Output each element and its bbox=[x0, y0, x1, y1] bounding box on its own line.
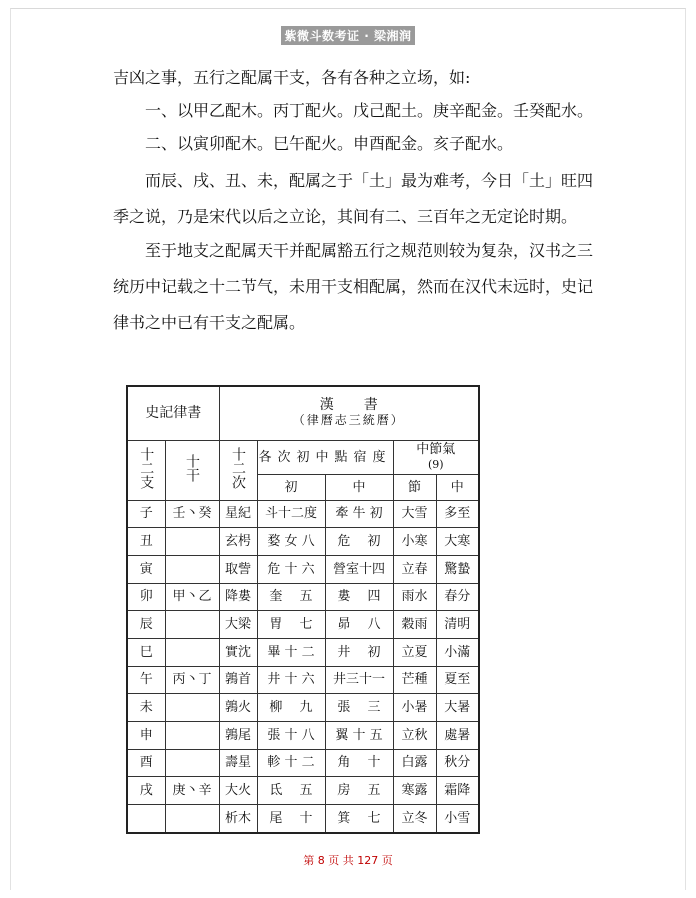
cell-ci: 壽星 bbox=[219, 749, 257, 777]
cell-zhongqi: 大暑 bbox=[436, 694, 479, 722]
hanshu-subtitle: （律曆志三統曆） bbox=[292, 413, 405, 428]
cell-zhong: 張 三 bbox=[325, 694, 393, 722]
cell-gan bbox=[165, 638, 219, 666]
cell-zhi: 戌 bbox=[127, 777, 165, 805]
cell-zhi: 子 bbox=[127, 500, 165, 528]
table-row bbox=[127, 749, 479, 777]
cell-zhong: 井 初 bbox=[325, 638, 393, 666]
cell-zhi: 卯 bbox=[127, 583, 165, 611]
cell-jie: 立春 bbox=[393, 555, 436, 583]
cell-zhong: 牽 牛 初 bbox=[325, 500, 393, 528]
table-row bbox=[127, 804, 479, 833]
cell-ci: 實沈 bbox=[219, 638, 257, 666]
correspondence-table bbox=[126, 385, 478, 834]
cell-chu: 柳 九 bbox=[257, 694, 325, 722]
cell-zhi: 午 bbox=[127, 666, 165, 694]
table-row bbox=[127, 721, 479, 749]
sub-header-zhong: 中 bbox=[325, 474, 393, 500]
shiji-header: 史記律書 bbox=[127, 386, 219, 440]
cell-gan bbox=[165, 611, 219, 639]
cell-chu: 張 十 八 bbox=[257, 721, 325, 749]
cell-zhong: 井三十一 bbox=[325, 666, 393, 694]
cell-ci: 鶉首 bbox=[219, 666, 257, 694]
cell-ci: 大梁 bbox=[219, 611, 257, 639]
cell-jie: 小寒 bbox=[393, 528, 436, 556]
cell-zhong: 房 五 bbox=[325, 777, 393, 805]
cell-jie: 立夏 bbox=[393, 638, 436, 666]
cell-ci: 析木 bbox=[219, 804, 257, 833]
paragraph-branches: 至于地支之配属天干并配属豁五行之规范则较为复杂，汉书之三统历中记载之十二节气，未用干支相配属，然而在汉代末远时，史记律书之中已有干支之配属。 bbox=[113, 241, 594, 332]
cell-gan bbox=[165, 555, 219, 583]
cell-jie: 立冬 bbox=[393, 804, 436, 833]
table-row bbox=[127, 777, 479, 805]
cell-ci: 鶉尾 bbox=[219, 721, 257, 749]
cell-gan: 壬丶癸 bbox=[165, 500, 219, 528]
cell-zhi: 巳 bbox=[127, 638, 165, 666]
cell-gan: 丙丶丁 bbox=[165, 666, 219, 694]
table-row bbox=[127, 583, 479, 611]
cell-zhongqi: 大寒 bbox=[436, 528, 479, 556]
paragraph-item-2: 二、以寅卯配木。巳午配火。申酉配金。亥子配水。 bbox=[145, 134, 514, 153]
cell-zhi bbox=[127, 804, 165, 833]
cell-zhongqi: 霜降 bbox=[436, 777, 479, 805]
cell-zhongqi: 小雪 bbox=[436, 804, 479, 833]
col-header-xiu: 各次初中點宿度 bbox=[257, 440, 393, 474]
table-row bbox=[127, 694, 479, 722]
cell-chu: 井 十 六 bbox=[257, 666, 325, 694]
cell-jie: 雨水 bbox=[393, 583, 436, 611]
cell-chu: 尾 十 bbox=[257, 804, 325, 833]
cell-jie: 芒種 bbox=[393, 666, 436, 694]
table-row bbox=[127, 638, 479, 666]
cell-zhong: 昴 八 bbox=[325, 611, 393, 639]
cell-jie: 白露 bbox=[393, 749, 436, 777]
paragraph-item-1: 一、以甲乙配木。丙丁配火。戊己配土。庚辛配金。壬癸配水。 bbox=[145, 101, 594, 120]
cell-zhong: 營室十四 bbox=[325, 555, 393, 583]
sub-header-chu: 初 bbox=[257, 474, 325, 500]
cell-chu: 氐 五 bbox=[257, 777, 325, 805]
cell-jie: 穀雨 bbox=[393, 611, 436, 639]
cell-zhong: 婁 四 bbox=[325, 583, 393, 611]
table-row bbox=[127, 555, 479, 583]
hanshu-header bbox=[219, 386, 479, 440]
paragraph-earth: 而辰、戌、丑、未，配属之于「土」最为难考，今日「土」旺四季之说，乃是宋代以后之立论，其间有二、三百年之无定论时期。 bbox=[113, 171, 594, 226]
cell-gan bbox=[165, 804, 219, 833]
cell-chu: 胃 七 bbox=[257, 611, 325, 639]
col-header-zhi: 十二支 bbox=[127, 440, 165, 500]
table bbox=[126, 385, 480, 834]
cell-zhongqi: 秋分 bbox=[436, 749, 479, 777]
cell-ci: 大火 bbox=[219, 777, 257, 805]
cell-zhi: 寅 bbox=[127, 555, 165, 583]
cell-ci: 星紀 bbox=[219, 500, 257, 528]
page-number-footer: 第 8 页 共 127 页 bbox=[303, 854, 393, 867]
table-row bbox=[127, 500, 479, 528]
paragraph-intro: 吉凶之事，五行之配属干支，各有各种之立场，如: bbox=[113, 68, 471, 87]
cell-ci: 鶉火 bbox=[219, 694, 257, 722]
cell-gan: 庚丶辛 bbox=[165, 777, 219, 805]
col-header-qi-note: (9) bbox=[427, 458, 444, 471]
cell-zhongqi: 處暑 bbox=[436, 721, 479, 749]
table-row bbox=[127, 666, 479, 694]
cell-chu: 奎 五 bbox=[257, 583, 325, 611]
col-header-qi: 中節氣 (9) bbox=[393, 440, 479, 474]
cell-zhi: 辰 bbox=[127, 611, 165, 639]
cell-zhi: 丑 bbox=[127, 528, 165, 556]
header-title: 紫微斗数考证 · 梁湘润 bbox=[281, 26, 416, 45]
table-row bbox=[127, 611, 479, 639]
cell-zhong: 翼 十 五 bbox=[325, 721, 393, 749]
cell-ci: 降婁 bbox=[219, 583, 257, 611]
cell-zhong: 角 十 bbox=[325, 749, 393, 777]
cell-jie: 寒露 bbox=[393, 777, 436, 805]
cell-zhongqi: 驚蟄 bbox=[436, 555, 479, 583]
cell-jie: 小暑 bbox=[393, 694, 436, 722]
cell-gan bbox=[165, 528, 219, 556]
cell-zhongqi: 春分 bbox=[436, 583, 479, 611]
cell-zhi: 申 bbox=[127, 721, 165, 749]
cell-zhongqi: 小滿 bbox=[436, 638, 479, 666]
sub-header-zhongqi: 中 bbox=[436, 474, 479, 500]
cell-ci: 玄枵 bbox=[219, 528, 257, 556]
cell-zhongqi: 夏至 bbox=[436, 666, 479, 694]
running-header bbox=[0, 25, 696, 45]
cell-chu: 危 十 六 bbox=[257, 555, 325, 583]
cell-gan: 甲丶乙 bbox=[165, 583, 219, 611]
cell-chu: 畢 十 二 bbox=[257, 638, 325, 666]
cell-gan bbox=[165, 721, 219, 749]
cell-chu: 軫 十 二 bbox=[257, 749, 325, 777]
cell-zhi: 未 bbox=[127, 694, 165, 722]
cell-chu: 婺 女 八 bbox=[257, 528, 325, 556]
sub-header-jie: 節 bbox=[393, 474, 436, 500]
cell-zhongqi: 清明 bbox=[436, 611, 479, 639]
col-header-ci: 十二次 bbox=[219, 440, 257, 500]
col-header-gan: 十干 bbox=[165, 440, 219, 500]
cell-jie: 大雪 bbox=[393, 500, 436, 528]
cell-zhi: 酉 bbox=[127, 749, 165, 777]
table-row bbox=[127, 528, 479, 556]
cell-zhongqi: 多至 bbox=[436, 500, 479, 528]
cell-zhong: 危 初 bbox=[325, 528, 393, 556]
cell-chu: 斗十二度 bbox=[257, 500, 325, 528]
cell-jie: 立秋 bbox=[393, 721, 436, 749]
cell-zhong: 箕 七 bbox=[325, 804, 393, 833]
cell-gan bbox=[165, 749, 219, 777]
hanshu-title: 漢書 bbox=[319, 397, 408, 414]
cell-ci: 取訾 bbox=[219, 555, 257, 583]
cell-gan bbox=[165, 694, 219, 722]
